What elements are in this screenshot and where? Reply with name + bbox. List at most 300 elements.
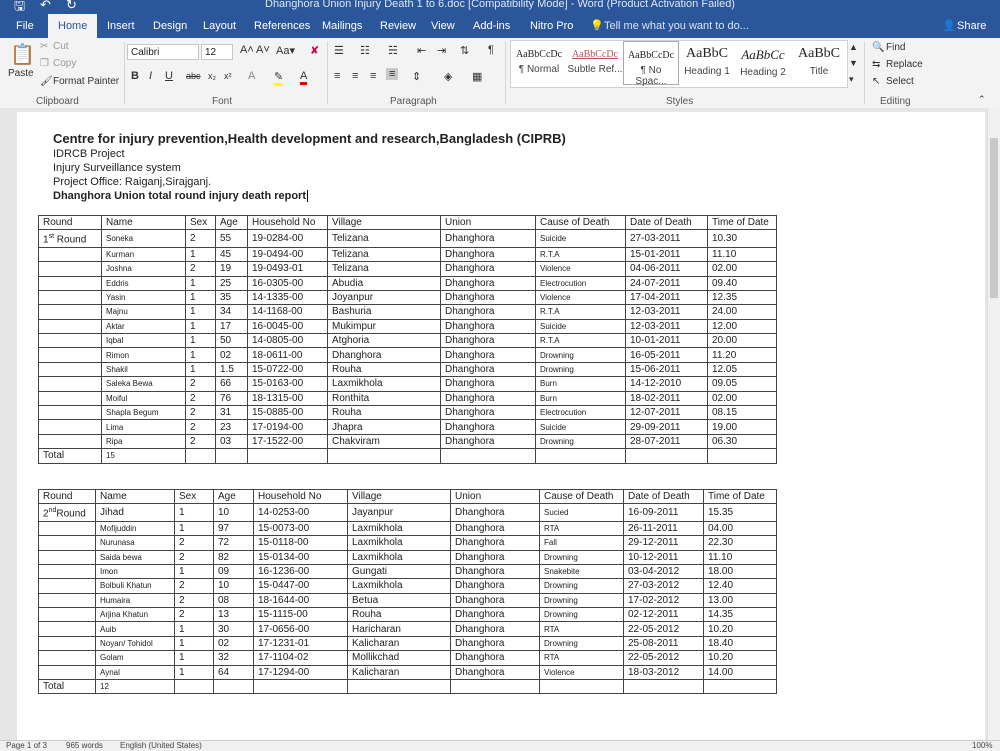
copy-icon[interactable]: ❐ <box>40 58 49 69</box>
date-cell: 16-09-2011 <box>624 504 704 521</box>
time-cell: 24.00 <box>708 305 777 319</box>
sex-cell: 2 <box>175 608 214 622</box>
household-cell: 18-1644-00 <box>254 593 348 607</box>
village-cell: Betua <box>348 593 451 607</box>
empty-cell <box>540 680 624 694</box>
union-cell: Dhanghora <box>451 636 540 650</box>
cause-cell: R.T.A <box>536 247 626 261</box>
name-cell: Golam <box>96 651 175 665</box>
tab-layout[interactable]: Layout <box>203 20 237 32</box>
time-cell: 12.35 <box>708 290 777 304</box>
total-value: 12 <box>96 680 175 694</box>
table-row <box>39 305 777 319</box>
name-cell: Soneka <box>102 230 186 247</box>
date-cell: 12-07-2011 <box>626 406 708 420</box>
time-cell: 12.40 <box>704 579 777 593</box>
decrease-indent-icon[interactable]: ⇤ <box>417 45 427 57</box>
union-cell: Dhanghora <box>451 550 540 564</box>
date-cell: 26-11-2011 <box>624 521 704 535</box>
col-header: Cause of Death <box>540 490 624 504</box>
document-title: Dhanghora Union Injury Death 1 to 6.doc [Compatibility Mode] - Word (Product Activation Failed) <box>265 0 735 10</box>
date-cell: 18-03-2012 <box>624 665 704 679</box>
date-cell: 22-05-2012 <box>624 622 704 636</box>
table-row <box>39 593 777 607</box>
sex-cell: 1 <box>186 247 216 261</box>
paste-button[interactable]: Paste <box>8 68 34 79</box>
union-cell: Dhanghora <box>441 305 536 319</box>
style-sample: AaBbCcDc <box>515 49 563 60</box>
household-cell: 17-1104-02 <box>254 651 348 665</box>
select-button[interactable]: Select <box>886 76 914 87</box>
round-cell <box>39 536 96 550</box>
styles-more-icon[interactable]: ▾ <box>849 74 854 84</box>
lightbulb-icon: 💡 <box>590 20 604 32</box>
style-subtle-reference[interactable] <box>567 41 623 85</box>
cause-cell: Drowning <box>540 550 624 564</box>
collapse-ribbon-icon[interactable]: ⌃ <box>978 94 986 104</box>
age-cell: 34 <box>216 305 248 319</box>
age-cell: 02 <box>216 348 248 362</box>
date-cell: 17-02-2012 <box>624 593 704 607</box>
time-cell: 13.00 <box>704 593 777 607</box>
find-button[interactable]: Find <box>886 42 906 53</box>
superscript-icon[interactable]: x² <box>224 71 232 81</box>
age-cell: 10 <box>214 504 254 521</box>
date-cell: 29-12-2011 <box>624 536 704 550</box>
time-cell: 10.30 <box>708 230 777 247</box>
household-cell: 18-1315-00 <box>248 391 328 405</box>
table-row <box>39 230 777 247</box>
cause-cell: RTA <box>540 651 624 665</box>
style-no-spacing[interactable] <box>623 41 679 85</box>
style-sample: AaBbC <box>686 46 728 61</box>
date-cell: 16-05-2011 <box>626 348 708 362</box>
village-cell: Telizana <box>328 230 441 247</box>
union-cell: Dhanghora <box>441 230 536 247</box>
date-cell: 25-08-2011 <box>624 636 704 650</box>
time-cell: 19.00 <box>708 420 777 434</box>
vertical-scrollbar[interactable] <box>987 108 1000 740</box>
empty-cell <box>175 680 214 694</box>
time-cell: 12.00 <box>708 319 777 333</box>
date-cell: 02-12-2011 <box>624 608 704 622</box>
styles-group-label: Styles <box>666 96 694 107</box>
shading-icon[interactable]: ◈ <box>444 71 453 83</box>
tab-home[interactable]: Home <box>48 14 97 38</box>
empty-cell <box>536 449 626 463</box>
date-cell: 18-02-2011 <box>626 391 708 405</box>
name-cell: Moiful <box>102 391 186 405</box>
table-row <box>39 636 777 650</box>
styles-gallery <box>510 40 848 88</box>
sex-cell: 2 <box>175 550 214 564</box>
col-header: Name <box>102 216 186 230</box>
window-titlebar <box>0 0 1000 14</box>
round-cell <box>39 636 96 650</box>
strikethrough-icon[interactable]: abc <box>186 71 201 81</box>
show-marks-icon[interactable]: ¶ <box>488 44 494 56</box>
time-cell: 18.40 <box>704 636 777 650</box>
round-cell <box>39 665 96 679</box>
age-cell: 08 <box>214 593 254 607</box>
borders-icon[interactable]: ▦ <box>472 71 483 83</box>
style-name: Heading 2 <box>740 67 786 78</box>
name-cell: Humaira <box>96 593 175 607</box>
cause-cell: Drowning <box>536 348 626 362</box>
date-cell: 03-04-2012 <box>624 564 704 578</box>
village-cell: Kalicharan <box>348 636 451 650</box>
col-header: Union <box>451 490 540 504</box>
title-bar <box>0 0 1000 38</box>
sex-cell: 2 <box>186 377 216 391</box>
household-cell: 16-0045-00 <box>248 319 328 333</box>
ribbon <box>0 38 1000 109</box>
shrink-font-icon[interactable]: A˅ <box>256 44 270 56</box>
round-cell <box>39 434 102 448</box>
cause-cell: Suicide <box>536 420 626 434</box>
table-row <box>39 276 777 290</box>
cause-cell: Suicide <box>536 230 626 247</box>
zoom-level[interactable]: 100% <box>972 741 993 750</box>
table-row <box>39 651 777 665</box>
round2-table <box>38 489 777 694</box>
style-name: Subtle Ref... <box>567 64 623 75</box>
date-cell: 15-01-2011 <box>626 247 708 261</box>
language-status[interactable]: English (United States) <box>120 741 202 750</box>
empty-cell <box>248 449 328 463</box>
village-cell: Abudia <box>328 276 441 290</box>
household-cell: 16-0305-00 <box>248 276 328 290</box>
paste-icon[interactable]: 📋 <box>10 44 35 66</box>
household-cell: 19-0284-00 <box>248 230 328 247</box>
styles-scroll-up-icon[interactable]: ▲ <box>849 42 858 52</box>
village-cell: Rouha <box>328 362 441 376</box>
style-heading-1[interactable] <box>679 41 735 85</box>
union-cell: Dhanghora <box>441 348 536 362</box>
table-row <box>39 622 777 636</box>
sex-cell: 1 <box>175 504 214 521</box>
scrollbar-thumb[interactable] <box>990 138 998 298</box>
col-header: Village <box>328 216 441 230</box>
sex-cell: 1 <box>175 521 214 535</box>
time-cell: 09.05 <box>708 377 777 391</box>
tab-file[interactable]: File <box>16 20 34 32</box>
sex-cell: 2 <box>186 406 216 420</box>
table-header-row <box>39 216 777 230</box>
cause-cell: Electrocution <box>536 276 626 290</box>
align-right-icon[interactable]: ≡ <box>370 70 377 82</box>
cause-cell: RTA <box>540 521 624 535</box>
style-sample: AaBbCcDc <box>627 50 675 61</box>
office-line: Project Office: Raiganj,Sirajganj. <box>53 176 212 188</box>
cause-cell: Burn <box>536 377 626 391</box>
style-name: Heading 1 <box>684 66 730 77</box>
date-cell: 27-03-2012 <box>624 579 704 593</box>
undo-icon[interactable]: ↶ <box>40 0 51 12</box>
age-cell: 03 <box>216 434 248 448</box>
time-cell: 10.20 <box>704 622 777 636</box>
format-painter-button[interactable]: Format Painter <box>53 76 120 87</box>
household-cell: 14-1168-00 <box>248 305 328 319</box>
tab-references[interactable]: References <box>254 20 311 32</box>
time-cell: 11.10 <box>704 550 777 564</box>
sex-cell: 1 <box>186 276 216 290</box>
table-row <box>39 420 777 434</box>
cause-cell: Electrocution <box>536 406 626 420</box>
round-cell <box>39 622 96 636</box>
styles-scroll-down-icon[interactable]: ▼ <box>849 58 858 68</box>
tab-view[interactable]: View <box>431 20 455 32</box>
underline-icon[interactable]: U <box>165 70 173 82</box>
group-divider <box>505 42 506 104</box>
name-cell: Kurman <box>102 247 186 261</box>
round-cell <box>39 406 102 420</box>
union-cell: Dhanghora <box>441 247 536 261</box>
subscript-icon[interactable]: x₂ <box>208 71 216 81</box>
bullets-icon[interactable]: ☰ <box>334 45 344 57</box>
style-name: Title <box>809 66 829 77</box>
union-cell: Dhanghora <box>451 665 540 679</box>
round-cell: 2ndRound <box>39 504 96 521</box>
tab-design[interactable]: Design <box>153 20 188 32</box>
time-cell: 06.30 <box>708 434 777 448</box>
name-cell: Saida bewa <box>96 550 175 564</box>
ribbon-tabs <box>0 14 1000 38</box>
date-cell: 22-05-2012 <box>624 651 704 665</box>
numbering-icon[interactable]: ☷ <box>360 45 370 57</box>
page-count[interactable]: Page 1 of 3 <box>6 741 47 750</box>
village-cell: Laxmikhola <box>348 521 451 535</box>
name-cell: Auib <box>96 622 175 636</box>
name-cell: Joshna <box>102 262 186 276</box>
time-cell: 18.00 <box>704 564 777 578</box>
age-cell: 82 <box>214 550 254 564</box>
union-cell: Dhanghora <box>451 579 540 593</box>
age-cell: 50 <box>216 334 248 348</box>
sort-icon[interactable]: ⇅ <box>460 45 470 57</box>
empty-cell <box>441 449 536 463</box>
household-cell: 17-0194-00 <box>248 420 328 434</box>
text-effects-icon[interactable]: A <box>248 70 256 82</box>
grow-font-icon[interactable]: A˄ <box>240 44 254 56</box>
increase-indent-icon[interactable]: ⇥ <box>437 45 447 57</box>
cut-button[interactable]: Cut <box>53 41 69 52</box>
round-cell <box>39 579 96 593</box>
village-cell: Jhapra <box>328 420 441 434</box>
format-painter-icon[interactable]: 🖌 <box>40 76 53 87</box>
name-cell: Aktar <box>102 319 186 333</box>
age-cell: 19 <box>216 262 248 276</box>
round-cell <box>39 305 102 319</box>
tab-add-ins[interactable]: Add-ins <box>473 20 511 32</box>
style-title[interactable] <box>791 41 847 85</box>
table-row <box>39 536 777 550</box>
col-header: Time of Date <box>704 490 777 504</box>
total-label: Total <box>39 449 102 463</box>
col-header: Village <box>348 490 451 504</box>
date-cell: 12-03-2011 <box>626 305 708 319</box>
name-cell: Mofijuddin <box>96 521 175 535</box>
redo-icon[interactable]: ↻ <box>66 0 77 12</box>
name-cell: Imon <box>96 564 175 578</box>
table-row <box>39 665 777 679</box>
cause-cell: Violence <box>536 262 626 276</box>
col-header: Sex <box>175 490 214 504</box>
table-row <box>39 550 777 564</box>
union-cell: Dhanghora <box>441 434 536 448</box>
village-cell: Laxmikhola <box>348 536 451 550</box>
replace-button[interactable]: Replace <box>886 59 923 70</box>
round-cell <box>39 593 96 607</box>
union-cell: Dhanghora <box>451 521 540 535</box>
cause-cell: R.T.A <box>536 334 626 348</box>
round-cell <box>39 262 102 276</box>
name-cell: Lima <box>102 420 186 434</box>
age-cell: 31 <box>216 406 248 420</box>
col-header: Cause of Death <box>536 216 626 230</box>
name-cell: Bolbuli Khatun <box>96 579 175 593</box>
village-cell: Jayanpur <box>348 504 451 521</box>
age-cell: 1.5 <box>216 362 248 376</box>
household-cell: 15-0134-00 <box>254 550 348 564</box>
font-color-icon[interactable]: A <box>300 70 307 85</box>
table-row <box>39 348 777 362</box>
save-icon[interactable]: 🖫 <box>14 0 26 13</box>
household-cell: 17-1522-00 <box>248 434 328 448</box>
find-icon[interactable]: 🔍 <box>872 42 885 53</box>
select-icon[interactable]: ↖ <box>872 76 881 87</box>
org-heading: Centre for injury prevention,Health development and research,Bangladesh (CIPRB) <box>53 131 566 146</box>
empty-cell <box>451 680 540 694</box>
union-cell: Dhanghora <box>451 622 540 636</box>
italic-icon[interactable]: I <box>149 70 153 82</box>
align-center-icon[interactable]: ≡ <box>352 70 359 82</box>
table-row <box>39 334 777 348</box>
table-row <box>39 579 777 593</box>
cause-cell: Violence <box>540 665 624 679</box>
col-header: Round <box>39 216 102 230</box>
align-left-icon[interactable]: ≡ <box>334 70 341 82</box>
line-spacing-icon[interactable]: ⇕ <box>412 71 422 83</box>
date-cell: 17-04-2011 <box>626 290 708 304</box>
justify-icon[interactable]: ≡ <box>386 68 398 80</box>
household-cell: 15-1115-00 <box>254 608 348 622</box>
village-cell: Telizana <box>328 247 441 261</box>
cause-cell: RTA <box>540 622 624 636</box>
name-cell: Shapla Begum <box>102 406 186 420</box>
tab-review[interactable]: Review <box>380 20 417 32</box>
round-cell <box>39 564 96 578</box>
empty-cell <box>708 449 777 463</box>
household-cell: 17-0656-00 <box>254 622 348 636</box>
sex-cell: 1 <box>175 622 214 636</box>
village-cell: Laxmikhola <box>348 579 451 593</box>
tab-nitro-pro[interactable]: Nitro Pro <box>530 20 574 32</box>
style-name: ¶ No Spac... <box>635 65 667 87</box>
round1-table-body <box>39 216 777 464</box>
household-cell: 15-0118-00 <box>254 536 348 550</box>
share-icon: 👤 <box>942 20 956 32</box>
table-total-row <box>39 449 777 463</box>
cut-icon[interactable]: ✂ <box>40 41 49 52</box>
sex-cell: 1 <box>175 665 214 679</box>
age-cell: 72 <box>214 536 254 550</box>
name-cell: Arjina Khatun <box>96 608 175 622</box>
change-case-icon[interactable]: Aa▾ <box>276 45 295 57</box>
share-button[interactable]: Share <box>957 20 987 32</box>
replace-icon[interactable]: ⇆ <box>872 59 881 70</box>
style-normal[interactable] <box>511 41 567 85</box>
total-value: 15 <box>102 449 186 463</box>
round-cell <box>39 391 102 405</box>
round-cell <box>39 276 102 290</box>
sex-cell: 2 <box>186 230 216 247</box>
round-cell: 1st Round <box>39 230 102 247</box>
word-count[interactable]: 965 words <box>66 741 103 750</box>
clipboard-group-label: Clipboard <box>36 96 79 107</box>
group-divider <box>864 42 865 104</box>
union-cell: Dhanghora <box>451 564 540 578</box>
clear-format-icon[interactable]: ✘ <box>310 45 320 57</box>
style-heading-2[interactable] <box>735 41 791 85</box>
household-cell: 19-0494-00 <box>248 247 328 261</box>
household-cell: 15-0885-00 <box>248 406 328 420</box>
name-cell: Nurunasa <box>96 536 175 550</box>
tab-insert[interactable]: Insert <box>107 20 135 32</box>
round-cell <box>39 651 96 665</box>
empty-cell <box>328 449 441 463</box>
project-line: IDRCB Project <box>53 148 125 160</box>
village-cell: Rouha <box>348 608 451 622</box>
household-cell: 19-0493-01 <box>248 262 328 276</box>
tell-me-search[interactable]: Tell me what you want to do... <box>604 20 749 32</box>
total-label: Total <box>39 680 96 694</box>
col-header: Household No <box>248 216 328 230</box>
time-cell: 20.00 <box>708 334 777 348</box>
table-row <box>39 319 777 333</box>
age-cell: 55 <box>216 230 248 247</box>
name-cell: Noyan/ Tohidol <box>96 636 175 650</box>
tab-mailings[interactable]: Mailings <box>322 20 363 32</box>
sex-cell: 1 <box>186 305 216 319</box>
document-page[interactable] <box>17 112 985 740</box>
copy-button[interactable]: Copy <box>53 58 77 69</box>
age-cell: 25 <box>216 276 248 290</box>
household-cell: 15-0163-00 <box>248 377 328 391</box>
table-row <box>39 290 777 304</box>
font-size-combo[interactable]: 12 <box>201 44 233 60</box>
empty-cell <box>186 449 216 463</box>
sex-cell: 1 <box>175 564 214 578</box>
round-cell <box>39 521 96 535</box>
table-row <box>39 521 777 535</box>
time-cell: 11.10 <box>708 247 777 261</box>
date-cell: 04-06-2011 <box>626 262 708 276</box>
village-cell: Rouha <box>328 406 441 420</box>
round-cell <box>39 247 102 261</box>
sex-cell: 1 <box>175 651 214 665</box>
system-line: Injury Surveillance system <box>53 162 181 174</box>
font-name-combo[interactable]: Calibri <box>127 44 199 60</box>
household-cell: 14-0805-00 <box>248 334 328 348</box>
age-cell: 35 <box>216 290 248 304</box>
cause-cell: Drowning <box>540 593 624 607</box>
empty-cell <box>626 449 708 463</box>
highlight-icon[interactable]: ✎ <box>274 70 283 86</box>
round-cell <box>39 550 96 564</box>
bold-icon[interactable]: B <box>131 70 139 82</box>
multilevel-list-icon[interactable]: ☵ <box>388 45 398 57</box>
